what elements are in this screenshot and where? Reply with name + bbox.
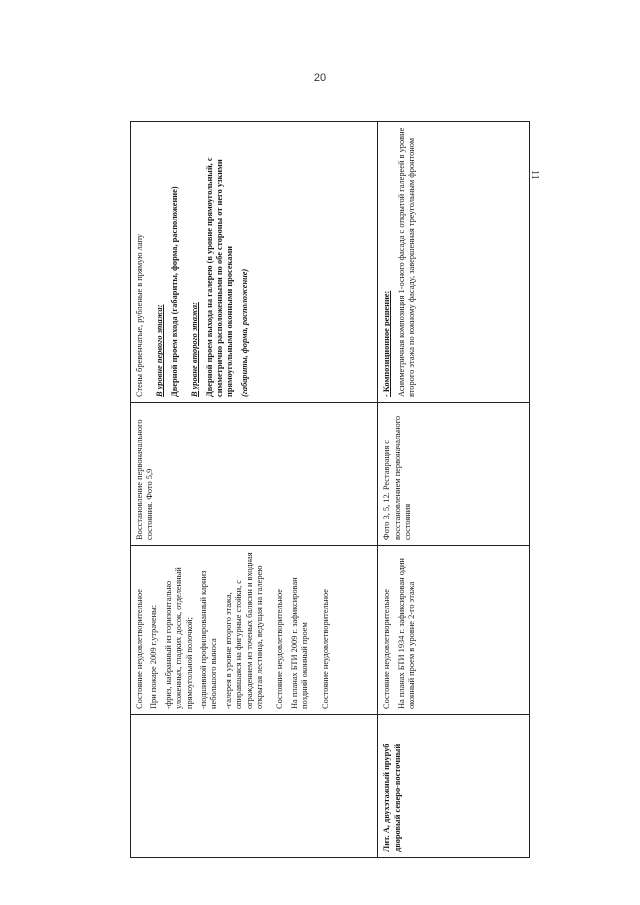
state-line: Состояние неудовлетворительное (320, 588, 330, 709)
state-line: Состояние неудовлетворительное (135, 588, 144, 709)
element-line: Асимметричная композиция 1-осного фасада с открытой галереей в уровне второго этажа по южному фасаду, завершенная треугольным фронтоном (396, 127, 417, 397)
element-line: В уровне второго этажа: (190, 302, 200, 397)
state-line: -подшивной профилированный карниз небольшого выноса (199, 570, 219, 709)
element-line: Стены бревенчатые, рубленые в прямую лапу (135, 233, 144, 397)
state-line: На планах БТИ 1934 г. зафиксирован один оконный проем в уровне 2-го этажа (396, 558, 417, 709)
page-number: 20 (313, 72, 327, 84)
heritage-elements-table (130, 121, 530, 858)
element-cell (131, 122, 378, 403)
works-cell: Восстановление первоначального состояния. Фото 5,9 (131, 403, 378, 546)
rotated-table-container (130, 127, 530, 858)
element-line: Дверной проем входа (габариты, форма, расположение) (169, 186, 179, 397)
state-line: Состояние неудовлетворительное (275, 588, 285, 709)
works-cell: Фото 3, 5, 12. Реставрация с восстановлением первоначального состояния (378, 403, 530, 546)
state-cell (131, 546, 378, 715)
table-row (378, 122, 530, 858)
state-line: На планах БТИ 2009 г. зафиксирован поздний оконный проем (289, 577, 310, 709)
state-line: -галерея в уровне второго этажа, опиравшаяся на фигурные стойки, с ограждением из точеных балясин и входная открытая лестница, ведущая на галерею (223, 552, 265, 709)
element-line: Дверной проем выхода на галерею (в уровне прямоугольный, с симметрично расположенными по обе стороны от него узкими прямоугольными оконными просеками (204, 157, 235, 397)
state-line: -фриз, набранный из горизонтально уложенных, гладких досок, отделенный прямоугольной полочкой; (163, 567, 194, 709)
state-line: При пожаре 2009 г.утрачены: (149, 604, 159, 709)
state-cell (378, 546, 530, 715)
object-cell: Лит. А, двухэтажный пруруб дворовый северо-восточный (378, 715, 530, 858)
side-page-number: 11 (529, 170, 540, 180)
table-row (131, 122, 378, 858)
element-line: (габариты, форма, расположение) (239, 268, 249, 397)
element-line: В уровне первого этажа: (155, 304, 165, 397)
object-cell (131, 715, 378, 858)
element-line: - Композиционное решение: (382, 290, 392, 397)
element-cell (378, 122, 530, 403)
state-line: Состояние неудовлетворительное (382, 588, 392, 709)
